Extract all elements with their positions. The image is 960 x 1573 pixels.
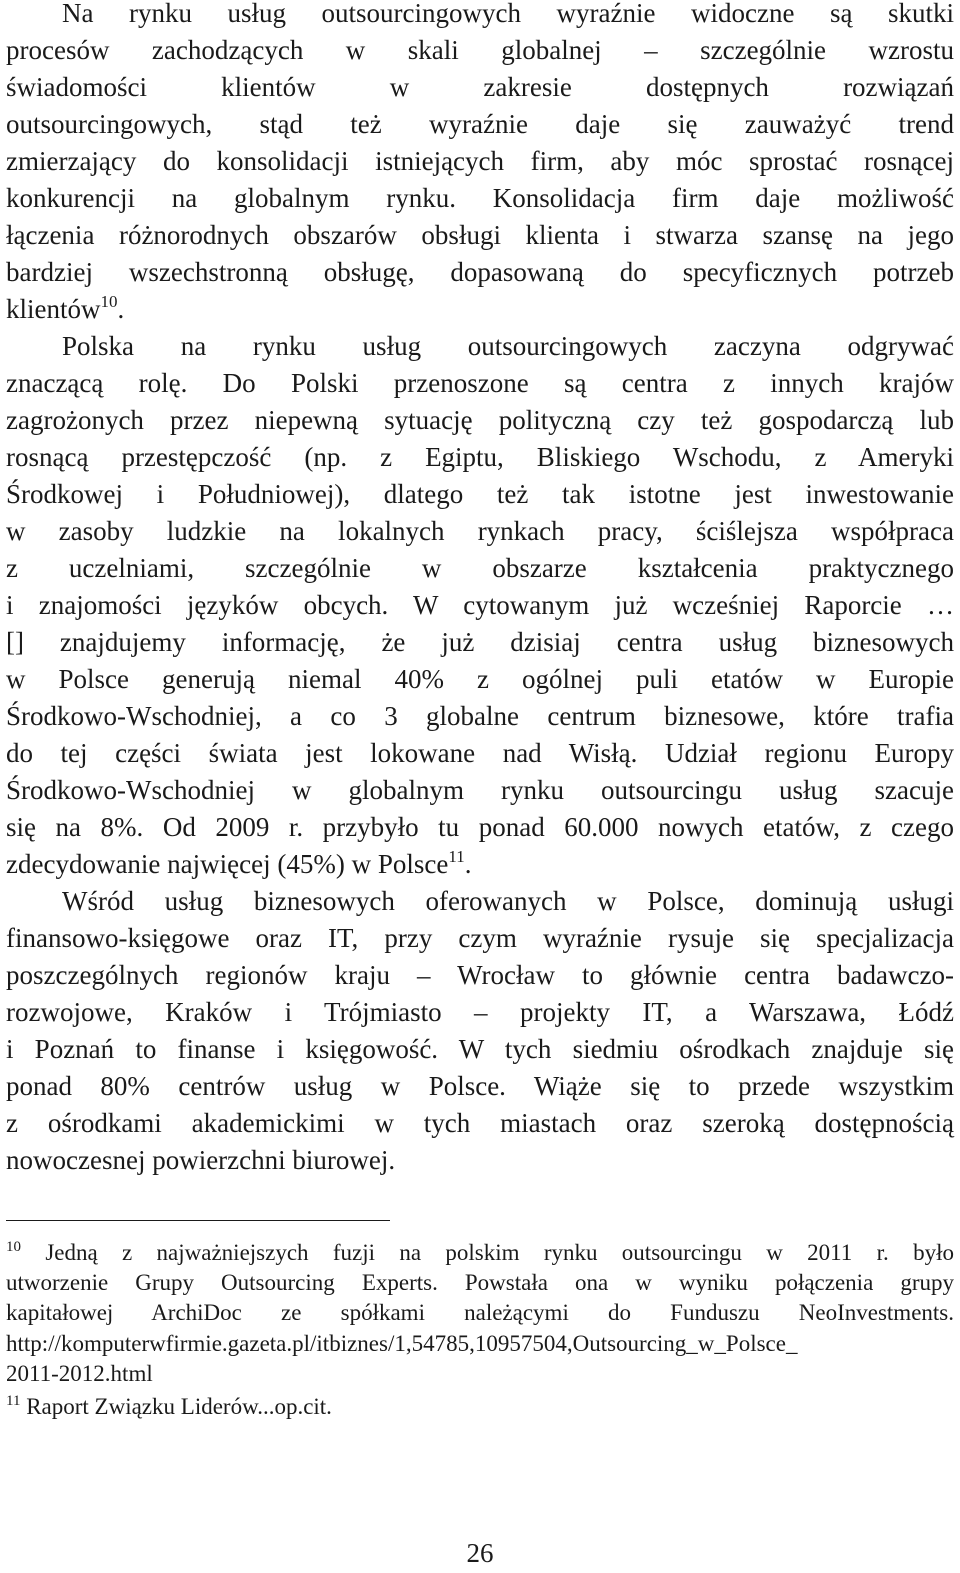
footnote-10-line: kapitałowej ArchiDoc ze spółkami należącymi do Funduszu NeoInvestments.: [6, 1300, 954, 1325]
body-line: rozwojowe, Kraków i Trójmiasto – projekty IT, a Warszawa, Łódź: [6, 997, 954, 1027]
body-line: procesów zachodzących w skali globalnej – szczególnie wzrostu: [6, 35, 954, 65]
body-line: rosnącą przestępczość (np. z Egiptu, Bliskiego Wschodu, z Ameryki: [6, 442, 954, 472]
body-line: [6, 846, 954, 883]
body-line: Środkowo-Wschodniej, a co 3 globalne centrum biznesowe, które trafia: [6, 701, 954, 731]
footnote-11-line: [6, 1392, 954, 1422]
body-line: ponad 80% centrów usług w Polsce. Wiąże się to przede wszystkim: [6, 1071, 954, 1101]
body-line: finansowo-księgowe oraz IT, przy czym wyraźnie rysuje się specjalizacja: [6, 923, 954, 953]
body-line: poszczególnych regionów kraju – Wrocław to głównie centra badawczo-: [6, 960, 954, 990]
footnote-10-line: [6, 1238, 954, 1268]
body-line: Wśród usług biznesowych oferowanych w Polsce, dominują usługi: [62, 886, 954, 916]
body-line-text: zdecydowanie najwięcej (45%) w Polsce: [6, 849, 449, 879]
body-line: świadomości klientów w zakresie dostępnych rozwiązań: [6, 72, 954, 102]
body-line: konkurencji na globalnym rynku. Konsolidacja firm daje możliwość: [6, 183, 954, 213]
body-line: z ośrodkami akademickimi w tych miastach oraz szeroką dostępnością: [6, 1108, 954, 1138]
body-line: zagrożonych przez niepewną sytuację polityczną czy też gospodarczą lub: [6, 405, 954, 435]
footnote-mark-10: 10: [6, 1239, 21, 1255]
body-line: z uczelniami, szczególnie w obszarze kształcenia praktycznego: [6, 553, 954, 583]
body-line: Środkowej i Południowej), dlatego też tak istotne jest inwestowanie: [6, 479, 954, 509]
period: .: [117, 294, 125, 324]
footnote-ref-10: 10: [100, 292, 118, 311]
body-line: do tej części świata jest lokowane nad Wisłą. Udział regionu Europy: [6, 738, 954, 768]
body-line: w Polsce generują niemal 40% z ogólnej puli etatów w Europie: [6, 664, 954, 694]
footnote-10-url[interactable]: http://komputerwfirmie.gazeta.pl/itbiznes/1,54785,10957504,Outsourcing_w_Polsce_: [6, 1331, 798, 1356]
body-line: [] znajdujemy informację, że już dzisiaj centra usług biznesowych: [6, 627, 954, 657]
body-line: bardziej wszechstronną obsługę, dopasowaną do specyficznych potrzeb: [6, 257, 954, 287]
body-line: Na rynku usług outsourcingowych wyraźnie widoczne są skutki: [62, 0, 954, 28]
body-line: Środkowo-Wschodniej w globalnym rynku outsourcingu usług szacuje: [6, 775, 954, 805]
footnote-11-text: Raport Związku Liderów...op.cit.: [26, 1394, 332, 1419]
body-line: w zasoby ludzkie na lokalnych rynkach pracy, ściślejsza współpraca: [6, 516, 954, 546]
footnote-10-line: utworzenie Grupy Outsourcing Experts. Powstała ona w wyniku połączenia grupy: [6, 1270, 954, 1295]
page-number: 26: [466, 1538, 494, 1568]
footnote-ref-11: 11: [448, 847, 465, 866]
body-line: i Poznań to finanse i księgowość. W tych siedmiu ośrodkach znajduje się: [6, 1034, 954, 1064]
body-line-text: klientów: [6, 294, 101, 324]
period: .: [464, 849, 472, 879]
body-line: zmierzający do konsolidacji istniejących firm, aby móc sprostać rosnącej: [6, 146, 954, 176]
footnote-10-text: Jedną z najważniejszych fuzji na polskim rynku outsourcingu w 2011 r. było: [45, 1240, 954, 1265]
body-line: i znajomości języków obcych. W cytowanym już wcześniej Raporcie …: [6, 590, 954, 620]
body-line: outsourcingowych, stąd też wyraźnie daje się zauważyć trend: [6, 109, 954, 139]
body-line: znaczącą rolę. Do Polski przenoszone są centra z innych krajów: [6, 368, 954, 398]
body-line: się na 8%. Od 2009 r. przybyło tu ponad 60.000 nowych etatów, z czego: [6, 812, 954, 842]
footnote-mark-11: 11: [6, 1393, 21, 1409]
body-line: łączenia różnorodnych obszarów obsługi klienta i stwarza szansę na jego: [6, 220, 954, 250]
body-line: Polska na rynku usług outsourcingowych zaczyna odgrywać: [62, 331, 954, 361]
footnote-separator: [6, 1220, 390, 1221]
body-line: [6, 291, 954, 328]
footnote-10-url[interactable]: 2011-2012.html: [6, 1361, 153, 1386]
body-line: nowoczesnej powierzchni biurowej.: [6, 1145, 396, 1175]
